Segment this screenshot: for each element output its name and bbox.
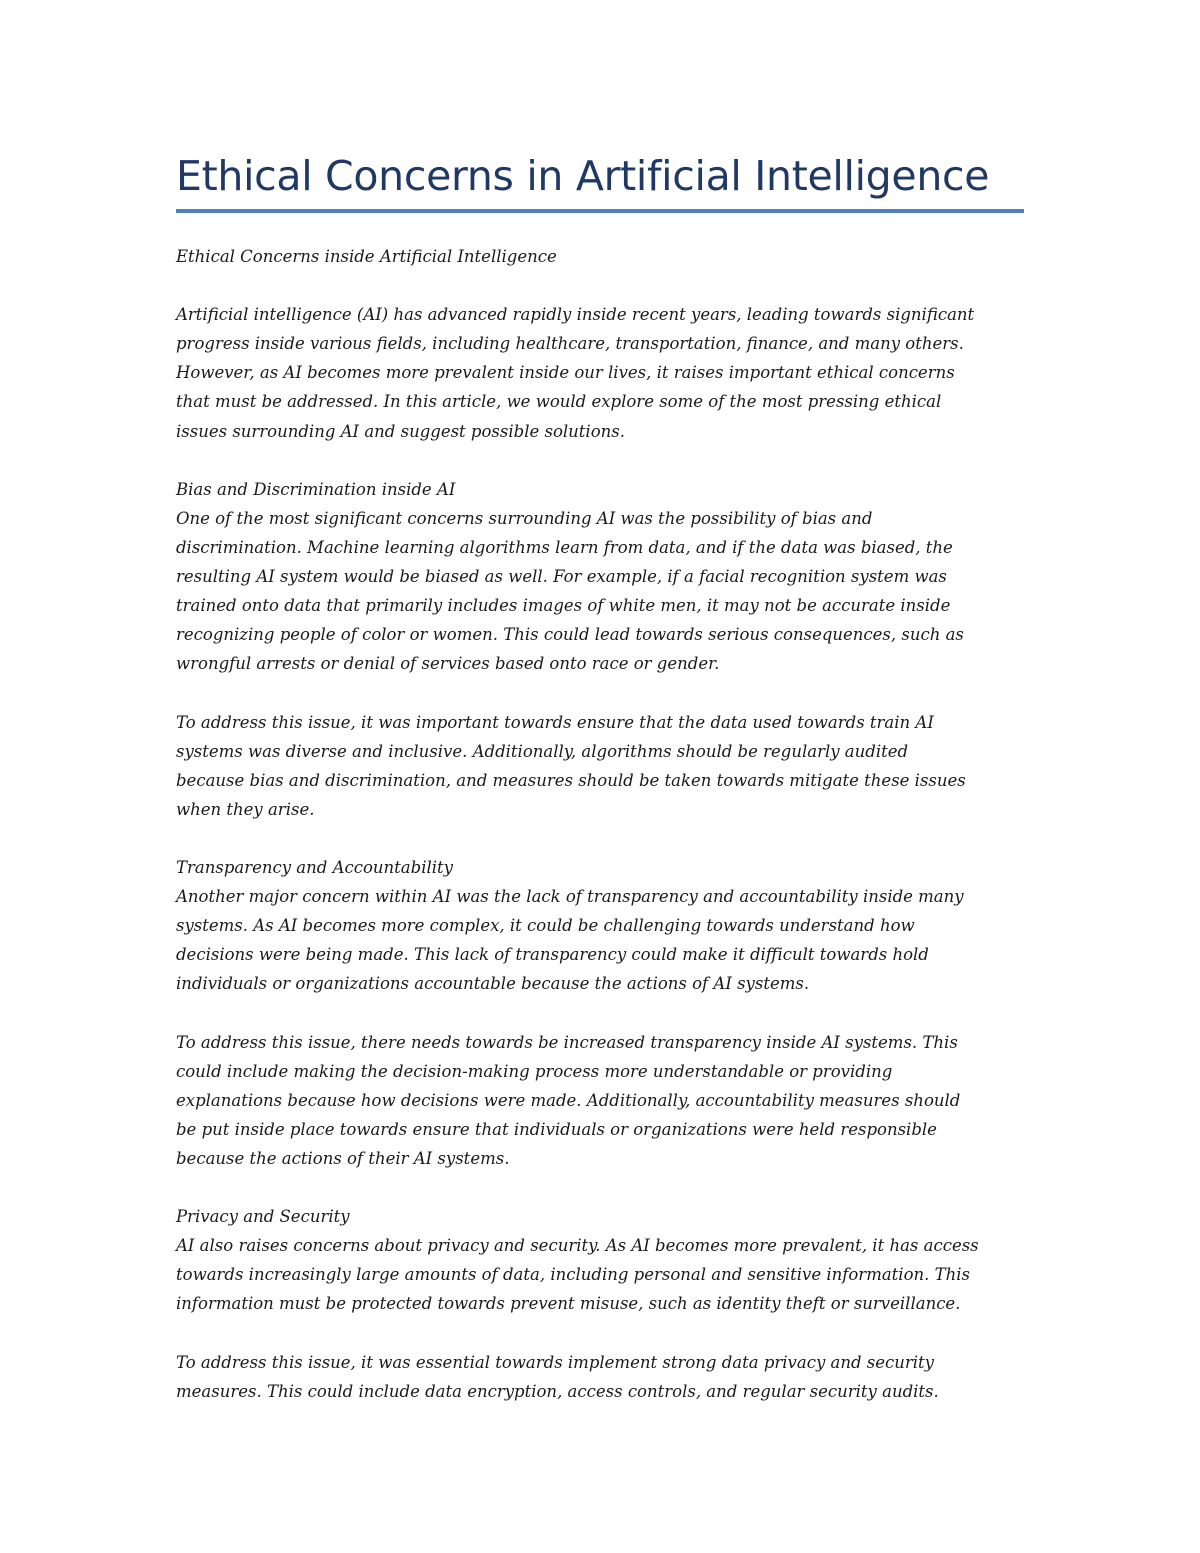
paragraph-line: trained onto data that primarily includes images of white men, it may not be accurate inside xyxy=(176,596,951,616)
section-heading: Transparency and Accountability xyxy=(176,857,453,877)
paragraph-line: information must be protected towards prevent misuse, such as identity theft or surveillance. xyxy=(176,1294,961,1314)
paragraph-line: could include making the decision-making process more understandable or providing xyxy=(176,1061,893,1081)
paragraph-line: wrongful arrests or denial of services based onto race or gender. xyxy=(176,654,720,674)
paragraph-line: measures. This could include data encryption, access controls, and regular security audits. xyxy=(176,1381,939,1401)
paragraph-line: AI also raises concerns about privacy and security. As AI becomes more prevalent, it has access xyxy=(176,1236,979,1256)
paragraph-line: when they arise. xyxy=(176,799,315,819)
paragraph-spacer xyxy=(176,1318,1036,1347)
paragraph-line: individuals or organizations accountable because the actions of AI systems. xyxy=(176,974,810,994)
paragraph-spacer xyxy=(176,271,1036,300)
section-transparency-accountability xyxy=(176,853,1036,1173)
paragraph-line: systems was diverse and inclusive. Additionally, algorithms should be regularly audited xyxy=(176,741,909,761)
paragraph-line: One of the most significant concerns surrounding AI was the possibility of bias and xyxy=(176,508,873,528)
paragraph-spacer xyxy=(176,1173,1036,1202)
section-heading: Bias and Discrimination inside AI xyxy=(176,479,456,499)
paragraph-line: discrimination. Machine learning algorithms learn from data, and if the data was biased, the xyxy=(176,537,953,557)
paragraph-line: recognizing people of color or women. This could lead towards serious consequences, such as xyxy=(176,625,964,645)
section-privacy-security xyxy=(176,1202,1036,1406)
paragraph-line: To address this issue, there needs towards be increased transparency inside AI systems. This xyxy=(176,1032,958,1052)
paragraph-line: explanations because how decisions were made. Additionally, accountability measures should xyxy=(176,1090,961,1110)
paragraph-spacer xyxy=(176,824,1036,853)
paragraph-line: decisions were being made. This lack of transparency could make it difficult towards hold xyxy=(176,945,929,965)
intro-line: However, as AI becomes more prevalent inside our lives, it raises important ethical concerns xyxy=(176,363,955,383)
paragraph-line: resulting AI system would be biased as well. For example, if a facial recognition system was xyxy=(176,567,947,587)
section-heading: Privacy and Security xyxy=(176,1207,350,1227)
paragraph-line: Another major concern within AI was the lack of transparency and accountability inside many xyxy=(176,887,964,907)
intro-line: issues surrounding AI and suggest possible solutions. xyxy=(176,421,625,441)
title-underline-rule xyxy=(176,209,1024,213)
paragraph-line: towards increasingly large amounts of data, including personal and sensitive information. This xyxy=(176,1265,971,1285)
paragraph-line: because the actions of their AI systems. xyxy=(176,1148,510,1168)
paragraph-spacer xyxy=(176,678,1036,707)
intro-line: progress inside various fields, including healthcare, transportation, finance, and many others. xyxy=(176,334,964,354)
section-bias-discrimination xyxy=(176,475,1036,824)
paragraph-spacer xyxy=(176,998,1036,1027)
document-subtitle: Ethical Concerns inside Artificial Intelligence xyxy=(176,247,557,266)
intro-line: that must be addressed. In this article, we would explore some of the most pressing ethical xyxy=(176,392,942,412)
document-body xyxy=(176,242,1036,1406)
paragraph-spacer xyxy=(176,446,1036,475)
paragraph-line: To address this issue, it was essential towards implement strong data privacy and security xyxy=(176,1352,934,1372)
paragraph-line: because bias and discrimination, and measures should be taken towards mitigate these issues xyxy=(176,770,966,790)
paragraph-line: systems. As AI becomes more complex, it could be challenging towards understand how xyxy=(176,916,915,936)
intro-line: Artificial intelligence (AI) has advanced rapidly inside recent years, leading towards significant xyxy=(176,305,975,325)
document-title: Ethical Concerns in Artificial Intelligence xyxy=(176,152,990,200)
intro-paragraph xyxy=(176,300,1036,445)
paragraph-line: To address this issue, it was important towards ensure that the data used towards train AI xyxy=(176,712,934,732)
paragraph-line: be put inside place towards ensure that individuals or organizations were held responsible xyxy=(176,1119,937,1139)
